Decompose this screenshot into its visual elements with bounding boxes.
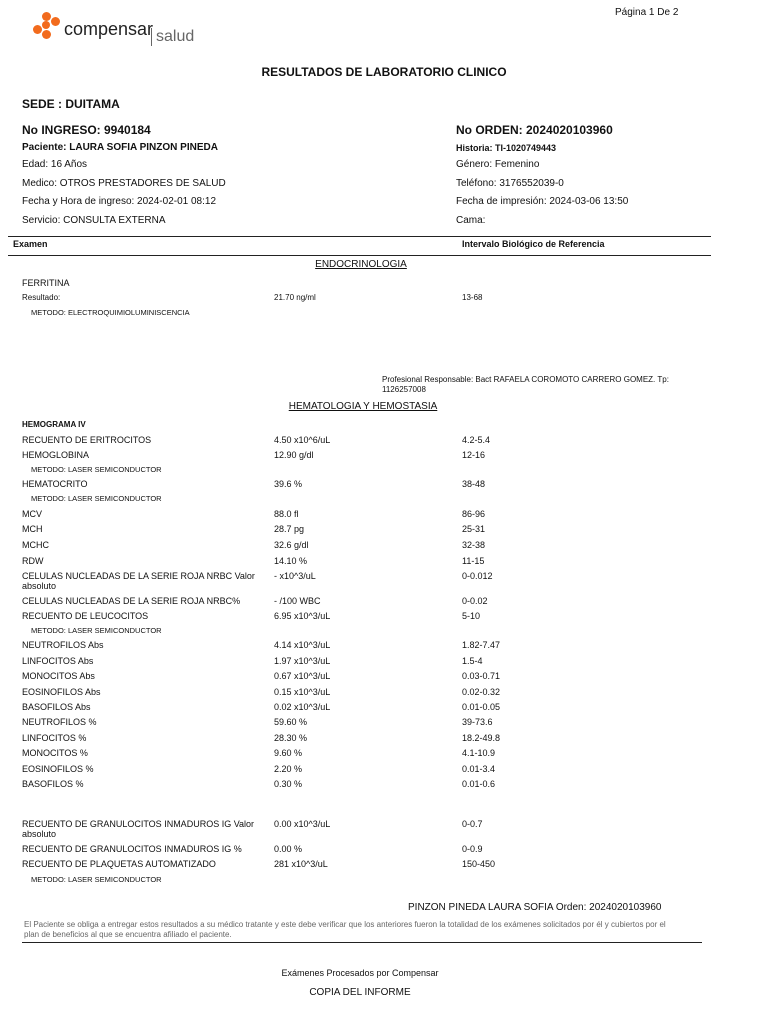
result-label: Resultado: [22, 293, 61, 302]
divider-top [8, 236, 711, 237]
exam-value: 0.67 x10^3/uL [274, 671, 331, 681]
exam-name: RECUENTO DE GRANULOCITOS INMADUROS IG Valor absoluto [22, 819, 255, 839]
exam-name: RDW [22, 556, 44, 566]
col-intervalo: Intervalo Biológico de Referencia [462, 239, 605, 249]
exam-value: 14.10 % [274, 556, 308, 566]
brand-name: compensar [64, 19, 154, 39]
table-row [0, 450, 768, 464]
section-hematologia: HEMATOLOGIA Y HEMOSTASIA [288, 401, 438, 412]
divider-footer [22, 942, 702, 943]
table-row [0, 859, 768, 873]
table-row [0, 748, 768, 762]
exam-name: HEMOGLOBINA [22, 450, 90, 460]
table-row [0, 640, 768, 654]
exam-name: MCHC [22, 540, 49, 550]
exam-range: 11-15 [462, 556, 485, 566]
exam-range: 0.01-0.05 [462, 702, 501, 712]
exam-name: RECUENTO DE PLAQUETAS AUTOMATIZADO [22, 859, 216, 869]
medico: Medico: OTROS PRESTADORES DE SALUD [22, 178, 226, 189]
brand-sub: salud [151, 28, 194, 46]
exam-value: 32.6 g/dl [274, 540, 309, 550]
exam-value: 281 x10^3/uL [274, 859, 328, 869]
section-endocrinologia: ENDOCRINOLOGIA [315, 259, 407, 270]
table-row [0, 540, 768, 554]
exam-value: 1.97 x10^3/uL [274, 656, 331, 666]
table-row [0, 671, 768, 685]
exam-range: 12-16 [462, 450, 486, 460]
exam-name: CELULAS NUCLEADAS DE LA SERIE ROJA NRBC% [22, 596, 241, 606]
table-row [0, 733, 768, 747]
exam-range: 0-0.7 [462, 819, 483, 829]
exam-range: 39-73.6 [462, 717, 493, 727]
compensar-logo-icon [32, 12, 64, 48]
exam-value: 0.00 % [274, 844, 303, 854]
table-row [0, 717, 768, 731]
exam-value: 2.20 % [274, 764, 303, 774]
table-row [0, 479, 768, 493]
ferritina-range: 13-68 [462, 293, 483, 302]
method-label: METODO: LASER SEMICONDUCTOR [31, 494, 162, 503]
exam-range: 0.03-0.71 [462, 671, 501, 681]
exam-range: 0-0.012 [462, 571, 493, 581]
disclaimer: El Paciente se obliga a entregar estos resultados a su médico tratante y este debe verificar que los anteriores fueron la totalidad de los exámenes solicitados por él y cubiertos por el plan de beneficios al que se encuentra afiliado el paciente. [24, 920, 666, 939]
exam-range: 38-48 [462, 479, 486, 489]
table-row [0, 687, 768, 701]
historia: Historia: TI-1020749443 [456, 143, 557, 153]
exam-range: 0.01-0.6 [462, 779, 496, 789]
profesional-tp: 1126257008 [382, 385, 426, 394]
paciente: Paciente: LAURA SOFIA PINZON PINEDA [22, 142, 218, 153]
exam-range: 25-31 [462, 524, 486, 534]
exam-name: LINFOCITOS % [22, 733, 87, 743]
exam-name: MONOCITOS % [22, 748, 88, 758]
exam-value: 28.30 % [274, 733, 308, 743]
report-title: RESULTADOS DE LABORATORIO CLINICO [261, 65, 507, 79]
footer-patient-order: PINZON PINEDA LAURA SOFIA Orden: 2024020103960 [408, 902, 662, 913]
exam-name: NEUTROFILOS Abs [22, 640, 104, 650]
edad: Edad: 16 Años [22, 159, 88, 170]
exam-range: 150-450 [462, 859, 496, 869]
exam-name: MONOCITOS Abs [22, 671, 95, 681]
table-row [0, 524, 768, 538]
method-label: METODO: LASER SEMICONDUCTOR [31, 875, 162, 884]
table-row [0, 656, 768, 670]
exam-range: 18.2-49.8 [462, 733, 501, 743]
exam-value: 0.15 x10^3/uL [274, 687, 331, 697]
table-row [0, 764, 768, 778]
fecha-ingreso: Fecha y Hora de ingreso: 2024-02-01 08:12 [22, 196, 217, 207]
exam-name: EOSINOFILOS % [22, 764, 94, 774]
exam-name: BASOFILOS Abs [22, 702, 91, 712]
profesional-name: Profesional Responsable: Bact RAFAELA COROMOTO CARRERO GOMEZ. Tp: [382, 375, 669, 384]
divider-header [8, 255, 711, 256]
exam-name: RECUENTO DE ERITROCITOS [22, 435, 152, 445]
exam-value: 4.50 x10^6/uL [274, 435, 331, 445]
exam-value: 28.7 pg [274, 524, 305, 534]
exam-range: 0.02-0.32 [462, 687, 501, 697]
exam-value: 0.00 x10^3/uL [274, 819, 331, 829]
exam-value: 12.90 g/dl [274, 450, 314, 460]
exam-value: 0.30 % [274, 779, 303, 789]
sede: SEDE : DUITAMA [22, 97, 120, 111]
col-examen: Examen [13, 239, 48, 249]
table-row [0, 819, 768, 839]
telefono: Teléfono: 3176552039-0 [456, 178, 564, 189]
group-hemograma: HEMOGRAMA IV [22, 420, 86, 429]
exam-value: 9.60 % [274, 748, 303, 758]
ingreso: No INGRESO: 9940184 [22, 123, 151, 137]
exam-name: EOSINOFILOS Abs [22, 687, 101, 697]
table-row [0, 611, 768, 625]
table-row [0, 596, 768, 610]
test-ferritina: FERRITINA [22, 278, 70, 288]
exam-name: NEUTROFILOS % [22, 717, 97, 727]
exam-value: 6.95 x10^3/uL [274, 611, 331, 621]
exam-name: MCV [22, 509, 42, 519]
exam-range: 4.2-5.4 [462, 435, 491, 445]
exam-range: 5-10 [462, 611, 481, 621]
exam-range: 86-96 [462, 509, 486, 519]
exam-value: - /100 WBC [274, 596, 321, 606]
exam-name: HEMATOCRITO [22, 479, 88, 489]
exam-name: CELULAS NUCLEADAS DE LA SERIE ROJA NRBC Valor absoluto [22, 571, 255, 591]
table-row [0, 779, 768, 793]
exam-range: 0-0.9 [462, 844, 483, 854]
servicio: Servicio: CONSULTA EXTERNA [22, 215, 166, 226]
table-row [0, 571, 768, 591]
method-label: METODO: LASER SEMICONDUCTOR [31, 626, 162, 635]
ferritina-value: 21.70 ng/ml [274, 293, 316, 302]
copia-informe: COPIA DEL INFORME [309, 987, 411, 998]
exam-range: 0.01-3.4 [462, 764, 496, 774]
exam-range: 32-38 [462, 540, 486, 550]
genero: Género: Femenino [456, 159, 540, 170]
exam-name: BASOFILOS % [22, 779, 84, 789]
exam-value: - x10^3/uL [274, 571, 316, 581]
exam-range: 4.1-10.9 [462, 748, 496, 758]
exam-name: RECUENTO DE GRANULOCITOS INMADUROS IG % [22, 844, 242, 854]
ferritina-method: METODO: ELECTROQUIMIOLUMINISCENCIA [31, 308, 190, 317]
table-row [0, 702, 768, 716]
table-row [0, 435, 768, 449]
orden: No ORDEN: 2024020103960 [456, 123, 613, 137]
exam-range: 1.5-4 [462, 656, 483, 666]
exam-value: 88.0 fl [274, 509, 299, 519]
exam-name: MCH [22, 524, 43, 534]
exam-range: 0-0.02 [462, 596, 488, 606]
procesados: Exámenes Procesados por Compensar [281, 968, 439, 978]
exam-name: LINFOCITOS Abs [22, 656, 94, 666]
profesional-responsable [382, 375, 669, 395]
table-row [0, 509, 768, 523]
exam-value: 0.02 x10^3/uL [274, 702, 331, 712]
fecha-impresion: Fecha de impresión: 2024-03-06 13:50 [456, 196, 629, 207]
exam-value: 4.14 x10^3/uL [274, 640, 331, 650]
method-label: METODO: LASER SEMICONDUCTOR [31, 465, 162, 474]
table-row [0, 844, 768, 858]
exam-range: 1.82-7.47 [462, 640, 501, 650]
exam-value: 39.6 % [274, 479, 303, 489]
cama: Cama: [456, 215, 486, 226]
table-row [0, 556, 768, 570]
exam-value: 59.60 % [274, 717, 308, 727]
exam-name: RECUENTO DE LEUCOCITOS [22, 611, 149, 621]
page-number: Página 1 De 2 [615, 7, 679, 18]
